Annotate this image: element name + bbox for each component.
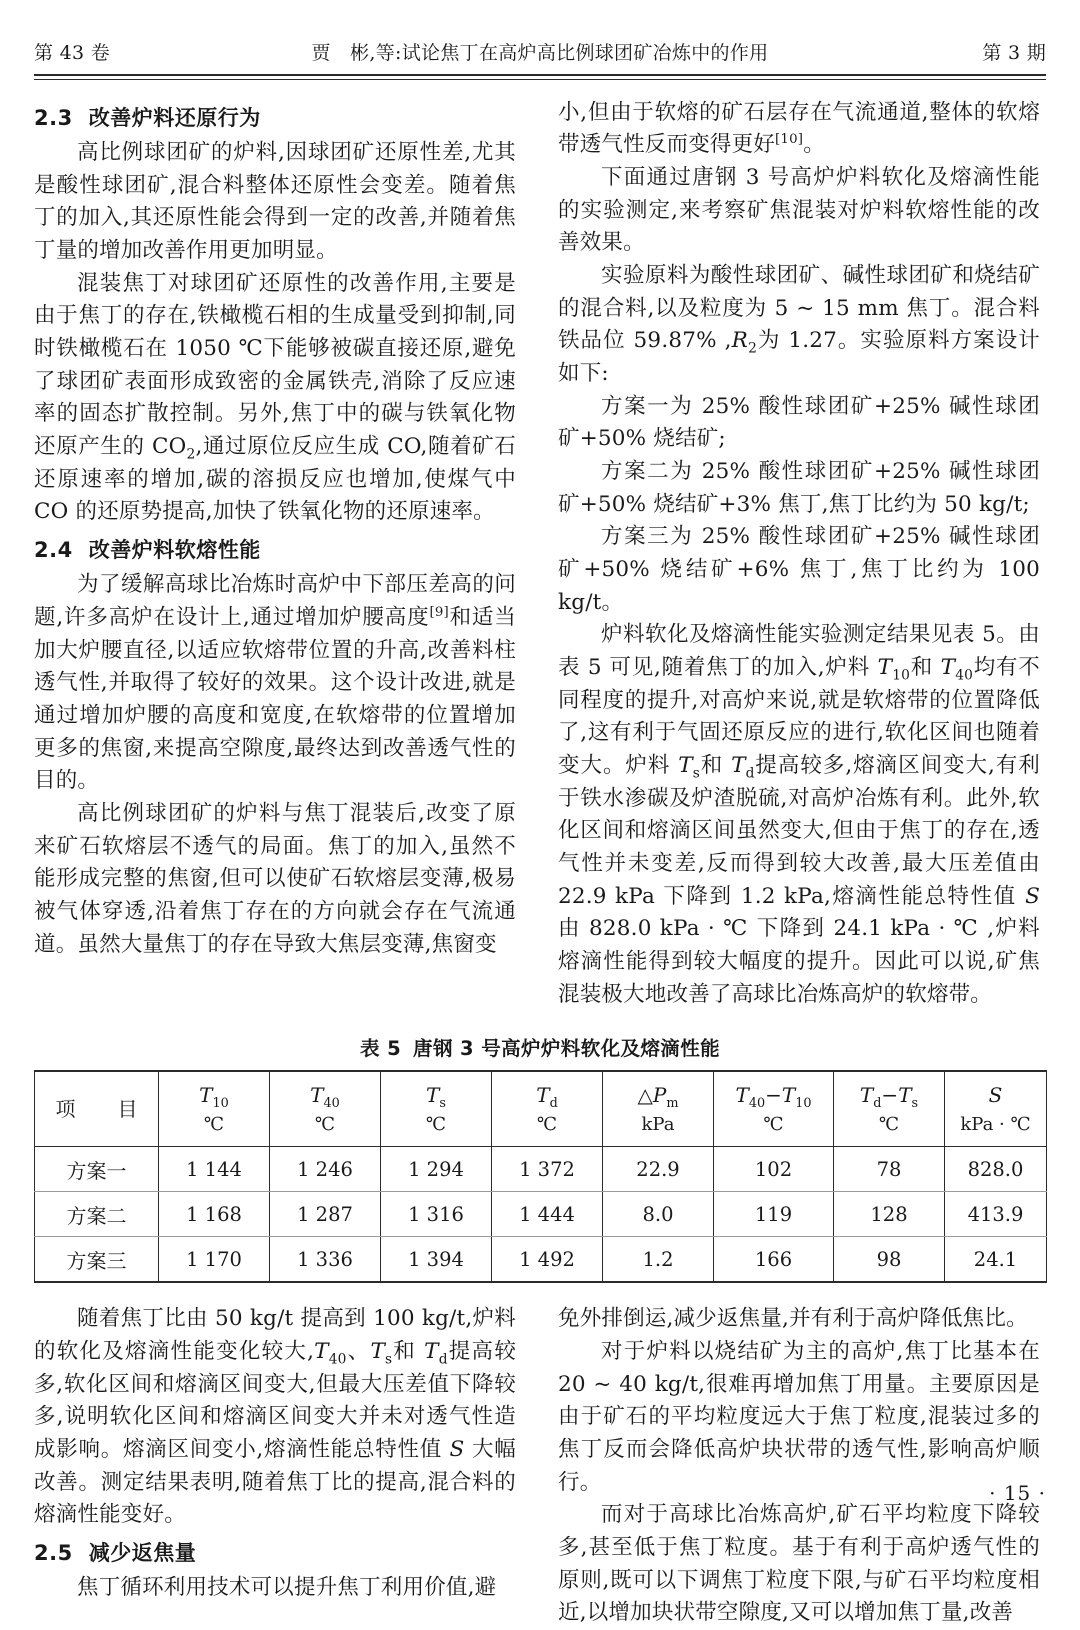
table-cell <box>834 1192 945 1237</box>
row-label <box>35 1147 159 1192</box>
cell-value: 1 170 <box>186 1247 242 1271</box>
subscript: 2 <box>748 340 758 357</box>
table-caption-number: 表 5 <box>359 1037 402 1061</box>
right-column-lower <box>558 1303 1040 1630</box>
text-run: 混装焦丁对球团矿还原性的改善作用,主要是由于焦丁的存在,铁橄榄石相的生成量受到抑制,同时铁橄榄石在 1050 ℃下能够被碳直接还原,避免了球团矿表面形成致密的金属铁壳,消除了反应速率的固态扩散控制。另外,焦丁中的碳与铁氧化物还原产生的 CO <box>34 270 516 459</box>
header-unit: kPa · ℃ <box>960 1113 1031 1135</box>
symbol-S: S <box>988 1082 1003 1107</box>
cell-value: 1 144 <box>186 1157 242 1181</box>
row-label <box>35 1237 159 1283</box>
header-cell-T40-minus-T10 <box>714 1071 834 1147</box>
table-row <box>35 1237 1047 1283</box>
symbol-sub: 40 <box>323 1095 340 1111</box>
cell-value: 1 492 <box>519 1247 575 1271</box>
table-cell <box>945 1237 1047 1283</box>
header-symbol: $T_d-T_s$ <box>859 1082 919 1111</box>
cell-value: 1 246 <box>297 1157 353 1181</box>
header-cell-item <box>35 1071 159 1147</box>
cell-value: 166 <box>754 1247 793 1271</box>
cell-value: 1 316 <box>408 1202 464 1226</box>
table-caption-title: 唐钢 3 号高炉炉料软化及熔滴性能 <box>413 1037 720 1061</box>
header-symbol <box>945 1079 1046 1111</box>
header-unit: ℃ <box>425 1113 447 1135</box>
table-cell <box>381 1237 492 1283</box>
header-symbol <box>381 1079 491 1111</box>
cell-value: 1.2 <box>642 1247 674 1271</box>
left-column-upper <box>34 97 516 1012</box>
table-cell <box>159 1192 270 1237</box>
header-cell-delta-Pm <box>603 1071 714 1147</box>
section-title: 改善炉料软熔性能 <box>88 538 261 562</box>
cell-value: 78 <box>876 1157 902 1181</box>
paragraph: 高比例球团矿的炉料,因球团矿还原性差,尤其是酸性球团矿,混合料整体还原性会变差。随着焦丁的加入,其还原性能会得到一定的改善,并随着焦丁量的增加改善作用更加明显。 <box>34 139 516 263</box>
paragraph-scheme-3: 方案三为 25% 酸性球团矿+25% 碱性球团矿+50% 烧结矿+6% 焦丁,焦丁比约为 100 kg/t。 <box>558 524 1040 615</box>
header-cell-Td <box>492 1071 603 1147</box>
issue-label: 第 3 期 <box>982 42 1046 64</box>
subscript: 10 <box>892 667 911 684</box>
text-run: 均有不同程度的提升,对高炉来说,就是软熔带的位置降低了,这有利于气固还原反应的进行,软化区间也随着变大。炉料 <box>558 654 1041 778</box>
row-label <box>35 1192 159 1237</box>
table-cell <box>492 1237 603 1283</box>
row-label-text: 方案一 <box>66 1158 127 1183</box>
table-header-row <box>35 1071 1047 1147</box>
cell-value: 102 <box>754 1157 793 1181</box>
cell-value: 119 <box>754 1202 793 1226</box>
table-cell <box>945 1192 1047 1237</box>
variable-T: T <box>877 654 893 680</box>
symbol-deltaP: △P <box>637 1082 667 1107</box>
header-cell-T40 <box>270 1071 381 1147</box>
cell-value: 22.9 <box>636 1157 680 1181</box>
symbol-sub: 10 <box>212 1095 229 1111</box>
header-cell-Ts <box>381 1071 492 1147</box>
softening-dripping-table <box>34 1070 1047 1283</box>
row-label-text: 方案二 <box>66 1203 127 1228</box>
symbol-sub: s <box>439 1095 446 1111</box>
section-title: 减少返焦量 <box>88 1541 197 1566</box>
subscript: s <box>384 1351 393 1368</box>
text-run: ,通过原位反应生成 CO,随着矿石还原速率的增加,碳的溶损反应也增加,使煤气中 CO 的还原势提高,加快了铁氧化物的还原速率。 <box>34 433 516 525</box>
text-run: 和适当加大炉腰直径,以适应软熔带位置的升高,改善料柱透气性,并取得了较好的效果。这个设计改进,就是通过增加炉腰的高度和宽度,在软熔带的位置增加更多的焦窗,来提高空隙度,最终达到改善透气性的目的。 <box>34 605 516 794</box>
variable-T: T <box>678 752 693 778</box>
text-run: 提高较多,熔滴区间变大,有利于铁水渗碳及炉渣脱硫,对高炉冶炼有利。此外,软化区间和熔滴区间虽然变大,但由于焦丁的存在,透气性并未变差,反而得到较大改善,最大压差值由 22.9 kPa 下降到 1.2 kPa,熔滴性能总特性值 <box>558 752 1040 909</box>
table-cell <box>945 1147 1047 1192</box>
table-cell <box>270 1237 381 1283</box>
paragraph <box>34 268 516 529</box>
table-cell <box>603 1237 714 1283</box>
volume-label: 第 43 卷 <box>34 42 111 64</box>
running-title: 贾 彬,等:试论焦丁在高炉高比例球团矿冶炼中的作用 <box>311 42 769 64</box>
section-number: 2.4 <box>34 538 73 562</box>
table-cell <box>714 1147 834 1192</box>
paragraph <box>558 97 1040 162</box>
text-run: 随着焦丁比由 50 kg/t 提高到 100 kg/t,炉料的软化及熔滴性能变化较大, <box>34 1306 516 1364</box>
paragraph <box>558 619 1040 1011</box>
table-cell <box>492 1147 603 1192</box>
table-caption <box>34 1033 1046 1061</box>
text-run: 和 <box>700 752 732 778</box>
text-run: 炉料软化及熔滴性能实验测定结果见表 5。由表 5 可见,随着焦丁的加入,炉料 <box>558 622 1040 680</box>
citation-ref: [9] <box>429 604 449 620</box>
section-heading-2-4 <box>34 535 516 565</box>
paragraph-scheme-2: 方案二为 25% 酸性球团矿+25% 碱性球团矿+50% 烧结矿+3% 焦丁,焦丁比约为 50 kg/t; <box>558 458 1040 517</box>
subscript: 40 <box>955 667 974 684</box>
variable-T: T <box>370 1338 385 1364</box>
cell-value: 1 294 <box>408 1157 464 1181</box>
header-cell-T10 <box>159 1071 270 1147</box>
page-number: · 15 · <box>989 1481 1046 1505</box>
paragraph: 而对于高球比冶炼高炉,矿石平均粒度下降较多,甚至低于焦丁粒度。基于有利于高炉透气性的原则,既可以下调焦丁粒度下限,与矿石平均粒度相近,以增加块状带空隙度,又可以增加焦丁量,改善 <box>558 1502 1040 1626</box>
table-cell <box>159 1237 270 1283</box>
symbol-T: T <box>199 1082 213 1107</box>
text-run: 大幅改善。测定结果表明,随着焦丁比的提高,混合料的熔滴性能变好。 <box>34 1437 517 1528</box>
text-run: 实验原料为酸性球团矿、碱性球团矿和烧结矿的混合料,以及粒度为 5 ~ 15 mm 焦丁。混合料铁品位 59.87% , <box>558 262 1040 354</box>
section-heading-2-5 <box>34 1538 516 1568</box>
citation-ref: [10] <box>775 132 804 148</box>
cell-value: 1 394 <box>408 1247 464 1271</box>
section-title: 改善炉料还原行为 <box>88 105 261 130</box>
variable-T: T <box>424 1338 439 1364</box>
table-cell <box>714 1192 834 1237</box>
paragraph: 免外排倒运,减少返焦量,并有利于高炉降低焦比。 <box>558 1306 1028 1332</box>
table-cell <box>834 1147 945 1192</box>
paragraph <box>34 569 516 798</box>
header-unit: kPa <box>641 1113 675 1135</box>
subscript: d <box>745 765 755 782</box>
row-label-text: 方案三 <box>66 1248 127 1273</box>
paragraph <box>34 1303 516 1532</box>
paragraph <box>558 260 1040 391</box>
text-run: 小,但由于软熔的矿石层存在气流通道,整体的软熔带透气性反而变得更好 <box>558 99 1040 158</box>
table-cell <box>270 1147 381 1192</box>
header-unit: ℃ <box>878 1113 900 1135</box>
symbol-sub: d <box>549 1095 558 1111</box>
cell-value: 1 372 <box>519 1157 575 1181</box>
subscript: s <box>692 765 701 782</box>
right-column-upper <box>558 97 1040 1012</box>
text-run: 和 <box>392 1338 425 1364</box>
paragraph: 对于炉料以烧结矿为主的高炉,焦丁比基本在 20 ~ 40 kg/t,很难再增加焦丁用量。主要原因是由于矿石的平均粒度远大于焦丁粒度,混装过多的焦丁反而会降低高炉块状带的透气性,影响高炉顺行。 <box>558 1338 1040 1495</box>
cell-value: 1 168 <box>186 1202 242 1226</box>
symbol-T: T <box>426 1082 440 1107</box>
subscript: d <box>438 1351 448 1368</box>
section-heading-2-3 <box>34 103 516 133</box>
header-unit: ℃ <box>314 1113 336 1135</box>
table-cell <box>834 1237 945 1283</box>
variable-T: T <box>314 1338 329 1364</box>
cell-value: 8.0 <box>642 1202 674 1226</box>
paragraph: 高比例球团矿的炉料与焦丁混装后,改变了原来矿石软熔层不透气的局面。焦丁的加入,虽然不能形成完整的焦窗,但可以使矿石软熔层变薄,极易被气体穿透,沿着焦丁存在的方向就会存在气流通道。虽然大量焦丁的存在导致大焦层变薄,焦窗变 <box>34 801 516 957</box>
table-cell <box>603 1192 714 1237</box>
header-rule <box>34 74 1046 80</box>
cell-value: 828.0 <box>967 1157 1024 1181</box>
header-cell-Td-minus-Ts <box>834 1071 945 1147</box>
header-symbol <box>270 1079 380 1111</box>
subscript: 40 <box>328 1351 347 1368</box>
header-symbol: $T_{40}-T_{10}$ <box>735 1082 812 1111</box>
header-unit: ℃ <box>763 1113 784 1135</box>
cell-value: 128 <box>870 1202 908 1226</box>
paragraph: 焦丁循环利用技术可以提升焦丁利用价值,避 <box>77 1575 497 1601</box>
symbol-T: T <box>310 1082 324 1107</box>
table-block <box>34 1033 1046 1283</box>
text-run: 由 828.0 kPa · ℃ 下降到 24.1 kPa · ℃ ,炉料熔滴性能得到较大幅度的提升。因此可以说,矿焦混装极大地改善了高球比冶炼高炉的软熔带。 <box>558 916 1040 1007</box>
text-run: 为 1.27。实验原料方案设计如下: <box>558 328 1040 386</box>
text-run: 和 <box>910 654 941 680</box>
paragraph-scheme-1: 方案一为 25% 酸性球团矿+25% 碱性球团矿+50% 烧结矿; <box>558 393 1040 452</box>
header-unit: ℃ <box>536 1113 558 1135</box>
section-number: 2.3 <box>34 105 73 130</box>
text-run: 。 <box>803 132 825 158</box>
subscript: 2 <box>186 446 196 463</box>
body-columns-upper <box>34 97 1046 1012</box>
cell-value: 1 444 <box>519 1202 575 1226</box>
left-column-lower <box>34 1303 516 1630</box>
header-symbol <box>492 1079 602 1111</box>
table-row <box>35 1192 1047 1237</box>
cell-value: 1 336 <box>297 1247 353 1271</box>
symbol-sub: m <box>666 1095 679 1111</box>
cell-value: 24.1 <box>973 1247 1018 1271</box>
paragraph: 下面通过唐钢 3 号高炉炉料软化及熔滴性能的实验测定,来考察矿焦混装对炉料软熔性能的改善效果。 <box>558 164 1040 256</box>
text-run: 、 <box>346 1338 371 1364</box>
section-number: 2.5 <box>34 1541 73 1566</box>
header-symbol: 项 目 <box>55 1097 149 1122</box>
table-cell <box>159 1147 270 1192</box>
header-unit: ℃ <box>203 1113 225 1135</box>
table-cell <box>270 1192 381 1237</box>
table-cell <box>714 1237 834 1283</box>
table-cell <box>492 1192 603 1237</box>
variable-R: R <box>731 328 749 354</box>
table-cell <box>381 1147 492 1192</box>
cell-value: 1 287 <box>297 1202 353 1226</box>
table-row <box>35 1147 1047 1192</box>
variable-T: T <box>731 752 746 778</box>
body-columns-lower <box>34 1303 1046 1630</box>
variable-S: S <box>449 1437 465 1462</box>
cell-value: 98 <box>876 1247 902 1271</box>
header-symbol <box>603 1079 713 1111</box>
text-run: 为了缓解高球比冶炼时高炉中下部压差高的问题,许多高炉在设计上,通过增加炉腰高度 <box>34 572 516 631</box>
running-head <box>34 0 1046 65</box>
variable-T: T <box>940 654 956 680</box>
header-cell-S <box>945 1071 1047 1147</box>
table-cell <box>381 1192 492 1237</box>
table-cell <box>603 1147 714 1192</box>
symbol-T: T <box>536 1082 550 1107</box>
header-symbol <box>159 1079 269 1111</box>
text-run: 提高较多,软化区间和熔滴区间变大,但最大压差值下降较多,说明软化区间和熔滴区间变大并未对透气性造成影响。熔滴区间变小,熔滴性能总特性值 <box>34 1338 517 1462</box>
variable-S: S <box>1025 883 1040 909</box>
cell-value: 413.9 <box>967 1202 1024 1226</box>
